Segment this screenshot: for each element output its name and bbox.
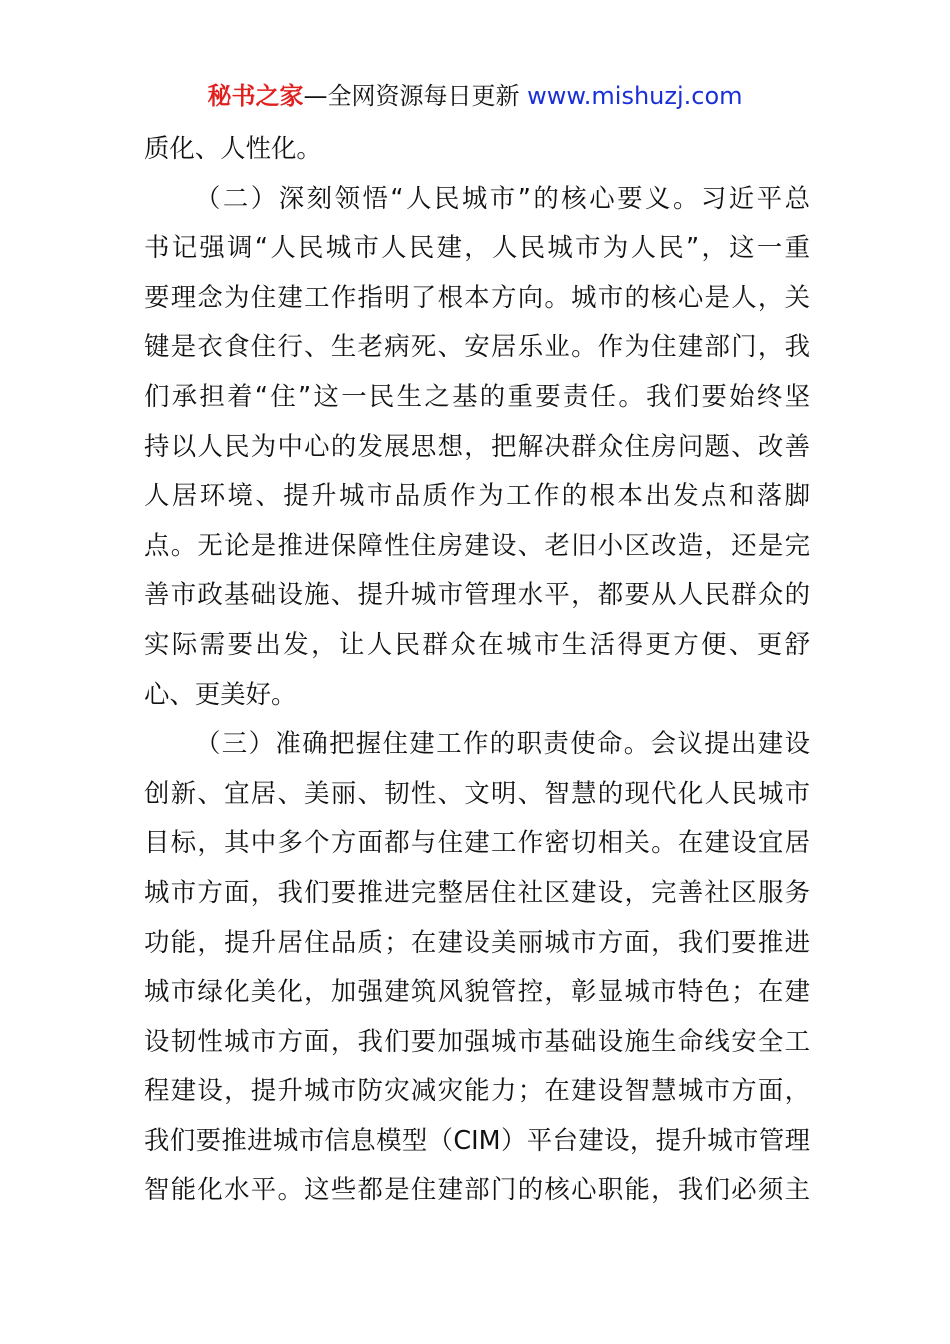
text-line: 要理念为住建工作指明了根本方向。城市的核心是人，关 xyxy=(144,281,810,312)
text-line: 功能，提升居住品质；在建设美丽城市方面，我们要推进 xyxy=(144,926,810,957)
text-line: 键是衣食住行、生老病死、安居乐业。作为住建部门，我 xyxy=(144,331,810,362)
text-line: 我们要推进城市信息模型（CIM）平台建设，提升城市管理 xyxy=(144,1124,810,1155)
text-line: 心、更美好。 xyxy=(144,678,297,709)
text-line: 持以人民为中心的发展思想，把解决群众住房问题、改善 xyxy=(144,430,810,461)
text-line: 善市政基础设施、提升城市管理水平，都要从人民群众的 xyxy=(144,579,810,610)
text-line: 书记强调“人民城市人民建，人民城市为人民”，这一重 xyxy=(144,232,810,263)
text-line: 城市方面，我们要推进完整居住社区建设，完善社区服务 xyxy=(144,876,810,907)
text-line: 程建设，提升城市防灾减灾能力；在建设智慧城市方面， xyxy=(144,1075,810,1106)
text-line: 城市绿化美化，加强建筑风貌管控，彰显城市特色；在建 xyxy=(144,976,810,1007)
text-line: 们承担着“住”这一民生之基的重要责任。我们要始终坚 xyxy=(144,380,810,411)
site-url-link[interactable]: www.mishuzj.com xyxy=(527,82,743,110)
site-brand: 秘书之家 xyxy=(207,82,304,110)
text-line: 智能化水平。这些都是住建部门的核心职能，我们必须主 xyxy=(144,1174,810,1205)
text-line: 目标，其中多个方面都与住建工作密切相关。在建设宜居 xyxy=(144,827,810,858)
site-header xyxy=(0,80,950,112)
text-line: 创新、宜居、美丽、韧性、文明、智慧的现代化人民城市 xyxy=(144,777,810,808)
text-line: 设韧性城市方面，我们要加强城市基础设施生命线安全工 xyxy=(144,1025,810,1056)
paragraph-heading-3: （三）准确把握住建工作的职责使命。会议提出建设 xyxy=(195,728,810,759)
site-tagline: —全网资源每日更新 xyxy=(303,82,520,110)
document-body xyxy=(144,124,810,1215)
text-line: 实际需要出发，让人民群众在城市生活得更方便、更舒 xyxy=(144,628,810,659)
text-line: 点。无论是推进保障性住房建设、老旧小区改造，还是完 xyxy=(144,529,810,560)
text-line: 质化、人性化。 xyxy=(144,133,322,163)
paragraph-heading-2: （二）深刻领悟“人民城市”的核心要义。习近平总 xyxy=(195,182,810,213)
text-line: 人居环境、提升城市品质作为工作的根本出发点和落脚 xyxy=(144,480,810,511)
